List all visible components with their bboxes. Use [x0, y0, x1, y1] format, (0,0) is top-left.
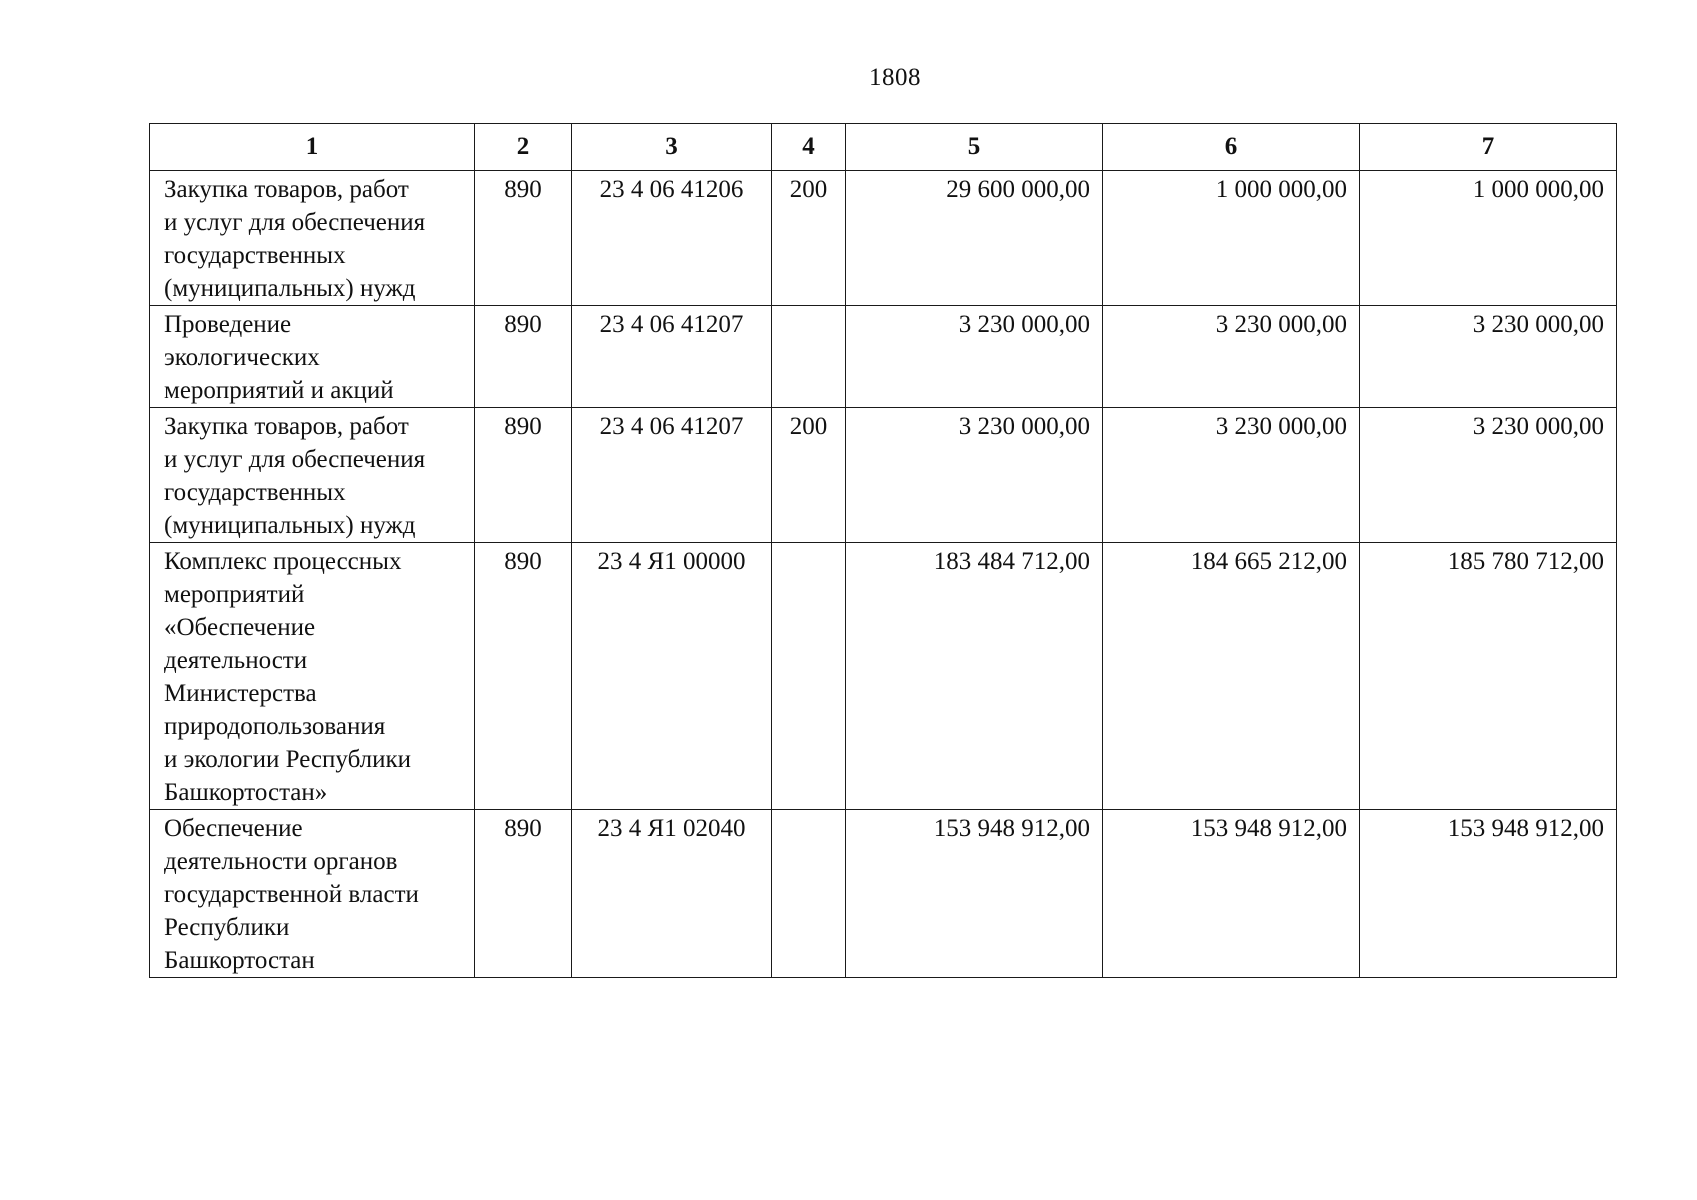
admin-code-cell: 890: [475, 810, 572, 978]
admin-code-cell: 890: [475, 171, 572, 306]
admin-code-cell: 890: [475, 543, 572, 810]
header-row: [150, 124, 1617, 171]
row-name-line: (муниципальных) нужд: [164, 512, 416, 539]
amount-col6-cell: 1 000 000,00: [1103, 171, 1360, 306]
target-article-cell: 23 4 06 41207: [572, 306, 772, 408]
amount-col6-cell: 184 665 212,00: [1103, 543, 1360, 810]
amount-col5-cell: 153 948 912,00: [846, 810, 1103, 978]
budget-table: [149, 123, 1617, 978]
amount-col5-cell: 29 600 000,00: [846, 171, 1103, 306]
table-row: [150, 306, 1617, 408]
table-row: [150, 810, 1617, 978]
table-row: [150, 543, 1617, 810]
amount-col5-cell: 3 230 000,00: [846, 306, 1103, 408]
row-name-cell: [150, 408, 475, 543]
target-article-cell: 23 4 Я1 00000: [572, 543, 772, 810]
row-name-line: мероприятий: [164, 581, 305, 608]
column-header: 1: [150, 124, 475, 171]
column-header: 4: [772, 124, 846, 171]
row-name-line: экологических: [164, 344, 320, 371]
row-name-line: Комплекс процессных: [164, 548, 402, 575]
row-name-line: Закупка товаров, работ: [164, 413, 409, 440]
row-name-line: государственной власти: [164, 881, 419, 908]
row-name-line: Башкортостан: [164, 947, 315, 974]
row-name-cell: [150, 543, 475, 810]
target-article-cell: 23 4 Я1 02040: [572, 810, 772, 978]
page-number: 1808: [869, 64, 921, 91]
row-name-line: Закупка товаров, работ: [164, 176, 409, 203]
row-name-line: и услуг для обеспечения: [164, 209, 426, 236]
row-name-line: и услуг для обеспечения: [164, 446, 426, 473]
expense-type-cell: [772, 306, 846, 408]
expense-type-cell: [772, 543, 846, 810]
row-name-line: государственных: [164, 242, 346, 269]
row-name-line: и экологии Республики: [164, 746, 412, 773]
table-row: [150, 408, 1617, 543]
row-name-line: Башкортостан»: [164, 779, 328, 806]
row-name-line: Проведение: [164, 311, 292, 338]
column-header: 6: [1103, 124, 1360, 171]
expense-type-cell: 200: [772, 408, 846, 543]
row-name-line: деятельности органов: [164, 848, 398, 875]
row-name-line: деятельности: [164, 647, 308, 674]
row-name-line: Обеспечение: [164, 815, 303, 842]
row-name-line: (муниципальных) нужд: [164, 275, 416, 302]
admin-code-cell: 890: [475, 306, 572, 408]
amount-col6-cell: 153 948 912,00: [1103, 810, 1360, 978]
row-name-line: природопользования: [164, 713, 386, 740]
amount-col6-cell: 3 230 000,00: [1103, 306, 1360, 408]
table-row: [150, 171, 1617, 306]
row-name-line: мероприятий и акций: [164, 377, 394, 404]
amount-col6-cell: 3 230 000,00: [1103, 408, 1360, 543]
row-name-line: Республики: [164, 914, 290, 941]
amount-col7-cell: 153 948 912,00: [1360, 810, 1617, 978]
admin-code-cell: 890: [475, 408, 572, 543]
column-header: 5: [846, 124, 1103, 171]
row-name-line: «Обеспечение: [164, 614, 316, 641]
column-header: 7: [1360, 124, 1617, 171]
amount-col5-cell: 3 230 000,00: [846, 408, 1103, 543]
amount-col5-cell: 183 484 712,00: [846, 543, 1103, 810]
row-name-cell: [150, 171, 475, 306]
amount-col7-cell: 185 780 712,00: [1360, 543, 1617, 810]
amount-col7-cell: 3 230 000,00: [1360, 306, 1617, 408]
row-name-cell: [150, 306, 475, 408]
target-article-cell: 23 4 06 41207: [572, 408, 772, 543]
column-header: 2: [475, 124, 572, 171]
target-article-cell: 23 4 06 41206: [572, 171, 772, 306]
amount-col7-cell: 1 000 000,00: [1360, 171, 1617, 306]
row-name-line: Министерства: [164, 680, 317, 707]
row-name-cell: [150, 810, 475, 978]
row-name-line: государственных: [164, 479, 346, 506]
expense-type-cell: 200: [772, 171, 846, 306]
column-header: 3: [572, 124, 772, 171]
expense-type-cell: [772, 810, 846, 978]
amount-col7-cell: 3 230 000,00: [1360, 408, 1617, 543]
